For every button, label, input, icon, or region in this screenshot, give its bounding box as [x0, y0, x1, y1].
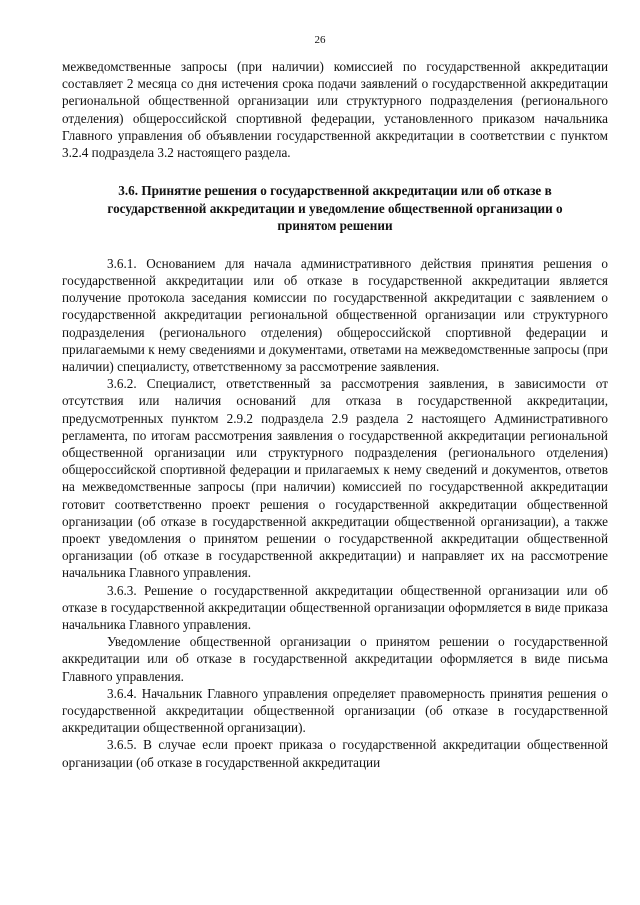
paragraph-3-6-4: 3.6.4. Начальник Главного управления определяет правомерность принятия решения о государственной аккредитации общественной организации (об отказе в государственной аккредитации общественной организации).	[62, 685, 608, 736]
paragraph-3-6-3: 3.6.3. Решение о государственной аккредитации общественной организации или об отказе в государственной аккредитации общественной организации оформляется в виде приказа начальника Главного управления.	[62, 582, 608, 632]
paragraph-3-6-2: 3.6.2. Специалист, ответственный за рассмотрения заявления, в зависимости от отсутствия или наличия оснований для отказа в государственной аккредитации, предусмотренных пунктом 2.9.2 подраздела 2.9 раздела 2 настоящего Административного регламента, по итогам рассмотрения заявления о государственной аккредитации региональной общественной организации или структурного подразделения (регионального отделения) общероссийской спортивной федерации и прилагаемых к нему сведений и документов, ответов на межведомственные запросы (при наличии) комиссией по государственной аккредитации готовит соответственно проект решения о государственной аккредитации общественной организации (об отказе в государственной аккредитации общественной организации), а также проект уведомления о принятом решении о государственной аккредитации общественной организации (об отказе в государственной аккредитации) и направляет их на рассмотрение начальника Главного управления.	[62, 376, 608, 581]
paragraph-notification: Уведомление общественной организации о принятом решении о государственной аккредитации или об отказе в государственной аккредитации оформляется в виде письма Главного управления.	[62, 634, 608, 684]
page-number: 26	[314, 34, 326, 46]
document-body	[62, 58, 608, 771]
section-heading: 3.6. Принятие решения о государственной аккредитации или об отказе в государственной аккредитации и уведомление общественной организации о принятом решении	[107, 183, 563, 234]
paragraph-3-6-5: 3.6.5. В случае если проект приказа о государственной аккредитации общественной организации (об отказе в государственной аккредитации	[62, 737, 608, 770]
paragraph-3-6-1: 3.6.1. Основанием для начала административного действия принятия решения о государственной аккредитации или об отказе в государственной аккредитации является получение протокола заседания комиссии по государственной аккредитации с заявлением о государственной аккредитации региональной общественной организации или структурного подразделения (регионального отделения) общероссийской спортивной федерации и прилагаемыми к нему сведениями и документами, ответами на межведомственные запросы (при наличии) специалисту, ответственному за рассмотрение заявления.	[62, 255, 608, 374]
intro-paragraph: межведомственные запросы (при наличии) комиссией по государственной аккредитации составляет 2 месяца со дня истечения срока подачи заявлений о государственной аккредитации региональной общественной организации или структурного подразделения (регионального отделения) общероссийской спортивной федерации, установленного приказом начальника Главного управления об объявлении государственной аккредитации в соответствии с пунктом 3.2.4 подраздела 3.2 настоящего раздела.	[62, 59, 608, 161]
